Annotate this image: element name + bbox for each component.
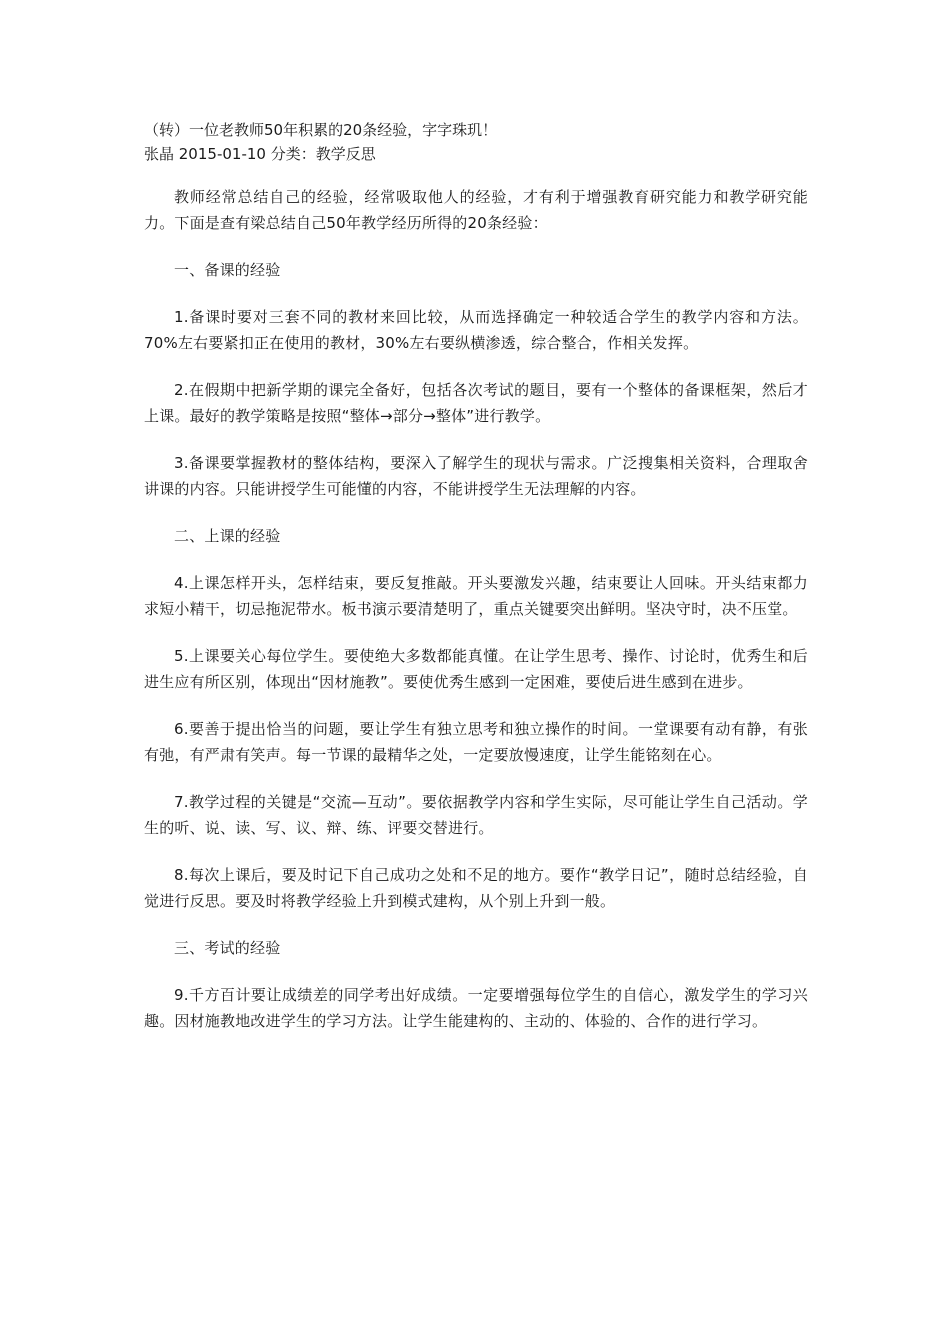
intro-paragraph: 教师经常总结自己的经验，经常吸取他人的经验，才有利于增强教育研究能力和教学研究能力。下面是查有梁总结自己50年教学经历所得的20条经验： xyxy=(144,188,808,232)
article-title: （转）一位老教师50年积累的20条经验，字字珠玑！ xyxy=(144,121,498,139)
list-item: 2.在假期中把新学期的课完全备好，包括各次考试的题目，要有一个整体的备课框架，然后才上课。最好的教学策略是按照“整体→部分→整体”进行教学。 xyxy=(144,381,808,425)
list-item: 5.上课要关心每位学生。要使绝大多数都能真懂。在让学生思考、操作、讨论时，优秀生和后进生应有所区别，体现出“因材施教”。要使优秀生感到一定困难，要使后进生感到在进步。 xyxy=(144,647,808,691)
section-heading-exam: 三、考试的经验 xyxy=(174,939,281,957)
list-item: 8.每次上课后，要及时记下自己成功之处和不足的地方。要作“教学日记”，随时总结经验，自觉进行反思。要及时将教学经验上升到模式建构，从个别上升到一般。 xyxy=(144,866,808,910)
section-heading-class: 二、上课的经验 xyxy=(174,527,281,545)
document-page xyxy=(144,118,808,1055)
list-item: 1.备课时要对三套不同的教材来回比较，从而选择确定一种较适合学生的教学内容和方法。70%左右要紧扣正在使用的教材，30%左右要纵横渗透，综合整合，作相关发挥。 xyxy=(144,308,808,352)
list-item: 9.千方百计要让成绩差的同学考出好成绩。一定要增强每位学生的自信心，激发学生的学习兴趣。因材施教地改进学生的学习方法。让学生能建构的、主动的、体验的、合作的进行学习。 xyxy=(144,986,808,1030)
article-meta: 张晶 2015-01-10 分类：教学反思 xyxy=(144,145,376,163)
list-item: 4.上课怎样开头，怎样结束，要反复推敲。开头要激发兴趣，结束要让人回味。开头结束都力求短小精干，切忌拖泥带水。板书演示要清楚明了，重点关键要突出鲜明。坚决守时，决不压堂。 xyxy=(144,574,808,618)
section-heading-preparation: 一、备课的经验 xyxy=(174,261,281,279)
list-item: 6.要善于提出恰当的问题，要让学生有独立思考和独立操作的时间。一堂课要有动有静，有张有弛，有严肃有笑声。每一节课的最精华之处，一定要放慢速度，让学生能铭刻在心。 xyxy=(144,720,808,764)
list-item: 3.备课要掌握教材的整体结构，要深入了解学生的现状与需求。广泛搜集相关资料，合理取舍讲课的内容。只能讲授学生可能懂的内容，不能讲授学生无法理解的内容。 xyxy=(144,454,808,498)
list-item: 7.教学过程的关键是“交流—互动”。要依据教学内容和学生实际，尽可能让学生自己活动。学生的听、说、读、写、议、辩、练、评要交替进行。 xyxy=(144,793,808,837)
